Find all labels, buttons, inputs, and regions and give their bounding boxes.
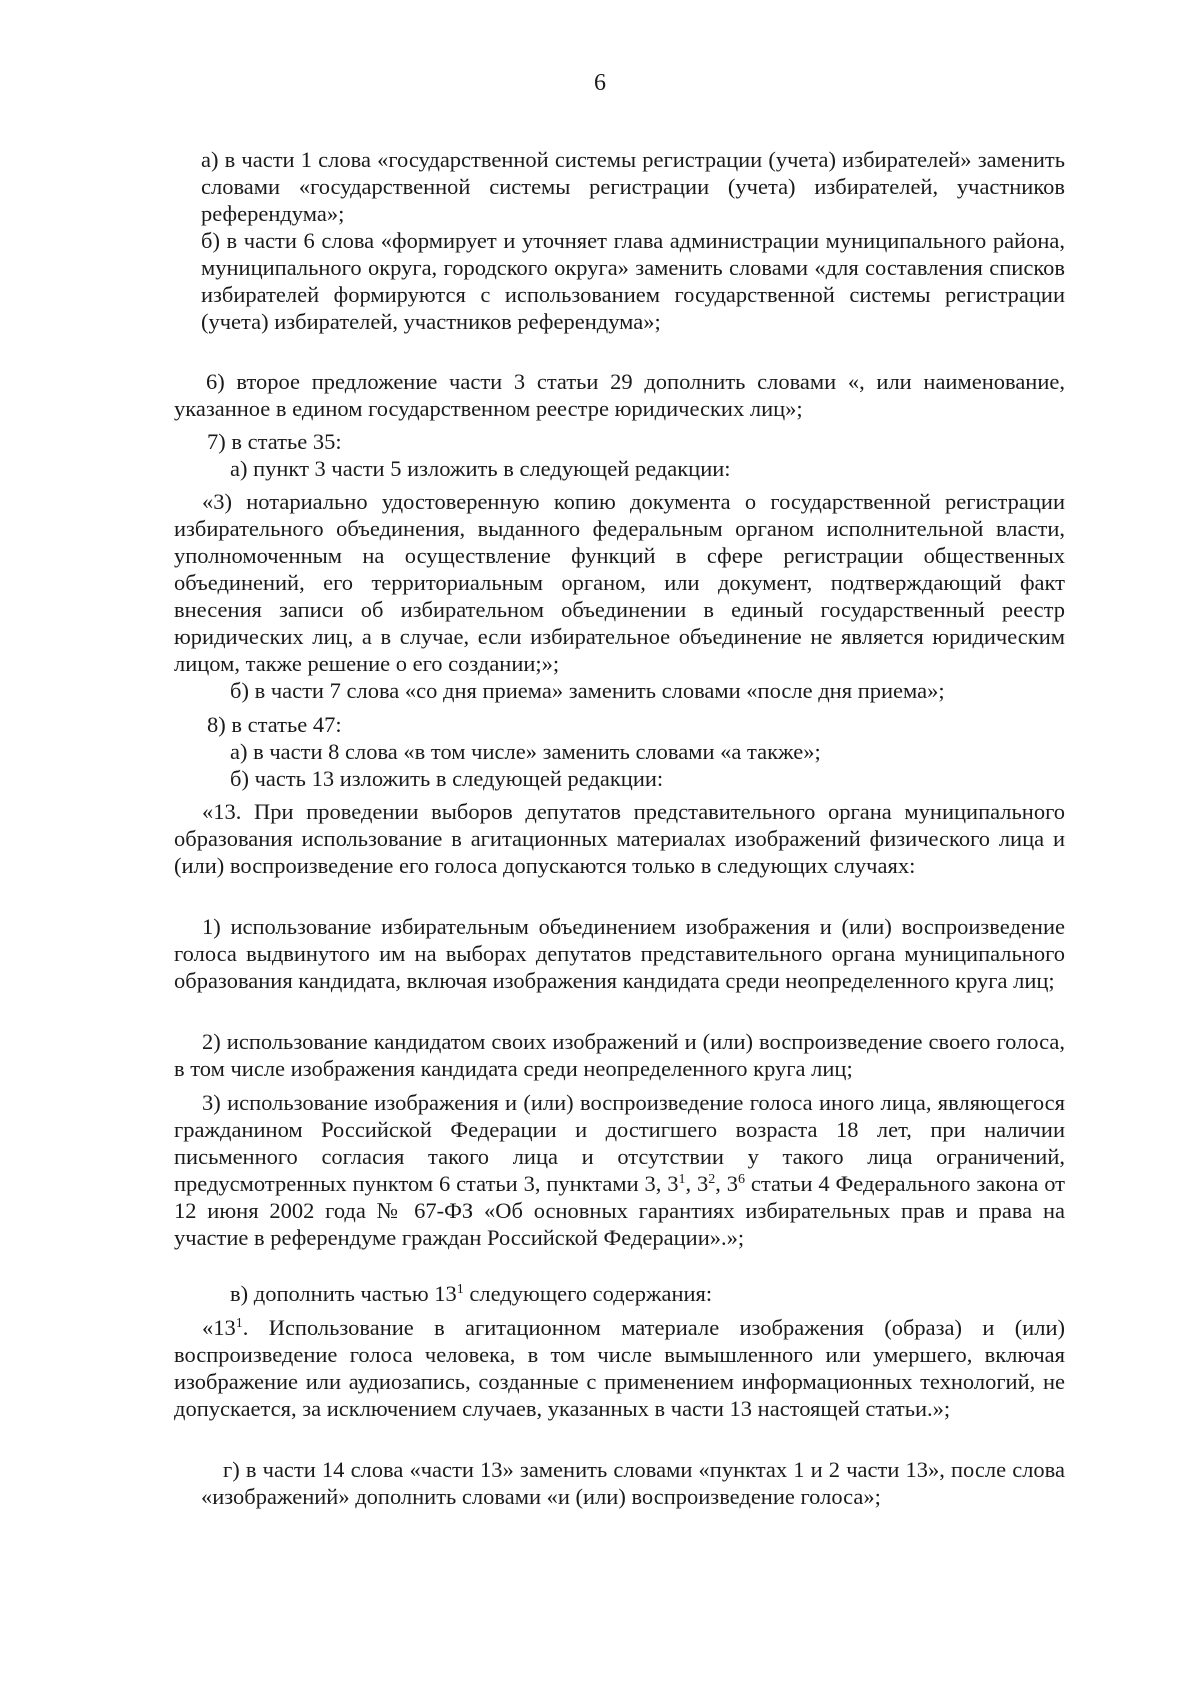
- part-13-1-text-2: . Использование в агитационном материале изображения (образа) и (или) воспроизведение голоса человека, в том числе вымышленного или умершего, включая изображение или аудиозапись, созданные с применением информационных технологий, не допускается, за исключением случаев, указанных в части 13 настоящей статьи.»;: [174, 1315, 1065, 1421]
- item-8c-text-1: в) дополнить частью 13: [230, 1281, 457, 1306]
- paragraph-item-7b: б) в части 7 слова «со дня приема» заменить словами «после дня приема»;: [230, 678, 945, 703]
- paragraph-item-7: 7) в статье 35:: [207, 429, 342, 454]
- paragraph-a-part-1: а) в части 1 слова «государственной системы регистрации (учета) избирателей» заменить словами «государственной системы регистрации (учета) избирателей, участников референдума»;: [201, 147, 1065, 226]
- case-3-text-3: , 3: [715, 1171, 739, 1196]
- superscript: 1: [456, 1282, 464, 1297]
- paragraph-item-8b: б) часть 13 изложить в следующей редакции:: [230, 766, 664, 791]
- paragraph-item-8: 8) в статье 47:: [207, 712, 342, 737]
- paragraph-part-13-1: [174, 1314, 1065, 1422]
- paragraph-quote-3: «3) нотариально удостоверенную копию документа о государственной регистрации избирательного объединения, выданного федеральным органом исполнительной власти, уполномоченным на осуществление функций в сфере регистрации общественных объединений, его территориальным органом, или документ, подтверждающий факт внесения записи об избирательном объединении в единый государственный реестр юридических лиц, а в случае, если избирательное объединение не является юридическим лицом, также решение о его создании;»;: [174, 489, 1065, 676]
- item-8c-text-2: следующего содержания:: [463, 1281, 713, 1306]
- paragraph-item-8c: [230, 1280, 1065, 1307]
- page-number: 6: [594, 70, 606, 96]
- part-13-1-text-1: «13: [202, 1315, 236, 1340]
- paragraph-case-1: 1) использование избирательным объединением изображения и (или) воспроизведение голоса выдвинутого им на выборах депутатов представительного органа муниципального образования кандидата, включая изображения кандидата среди неопределенного круга лиц;: [174, 914, 1065, 993]
- superscript: 1: [678, 1172, 686, 1187]
- paragraph-item-8g: г) в части 14 слова «части 13» заменить словами «пунктах 1 и 2 части 13», после слова «изображений» дополнить словами «и (или) воспроизведение голоса»;: [201, 1457, 1065, 1509]
- case-3-text-2: , 3: [685, 1171, 709, 1196]
- paragraph-case-3: [174, 1089, 1065, 1251]
- paragraph-item-6: 6) второе предложение части 3 статьи 29 дополнить словами «, или наименование, указанное в едином государственном реестре юридических лиц»;: [174, 369, 1065, 421]
- paragraph-item-8a: а) в части 8 слова «в том числе» заменить словами «а также»;: [230, 739, 821, 764]
- paragraph-item-7a: а) пункт 3 части 5 изложить в следующей редакции:: [230, 456, 731, 481]
- superscript: 2: [708, 1172, 716, 1187]
- paragraph-case-2: 2) использование кандидатом своих изображений и (или) воспроизведение своего голоса, в том числе изображения кандидата среди неопределенного круга лиц;: [174, 1029, 1065, 1081]
- paragraph-part-13: «13. При проведении выборов депутатов представительного органа муниципального образования использование в агитационных материалах изображений физического лица и (или) воспроизведение его голоса допускаются только в следующих случаях:: [174, 799, 1065, 878]
- case-3-text-4: статьи 4 Федерального закона от 12 июня 2002 года № 67-ФЗ «Об основных гарантиях избирательных прав и права на участие в референдуме граждан Российской Федерации».»;: [174, 1171, 1066, 1250]
- paragraph-b-part-6: б) в части 6 слова «формирует и уточняет глава администрации муниципального района, муниципального округа, городского округа» заменить словами «для составления списков избирателей формируются с использованием государственной системы регистрации (учета) избирателей, участников референдума»;: [201, 228, 1065, 334]
- superscript: 6: [738, 1172, 746, 1187]
- superscript: 1: [235, 1316, 243, 1331]
- case-3-text-1: 3) использование изображения и (или) воспроизведение голоса иного лица, являющегося гражданином Российской Федерации и достигшего возраста 18 лет, при наличии письменного согласия такого лица и отсутствии у такого лица ограничений, предусмотренных пунктом 6 статьи 3, пунктами 3, 3: [174, 1090, 1065, 1196]
